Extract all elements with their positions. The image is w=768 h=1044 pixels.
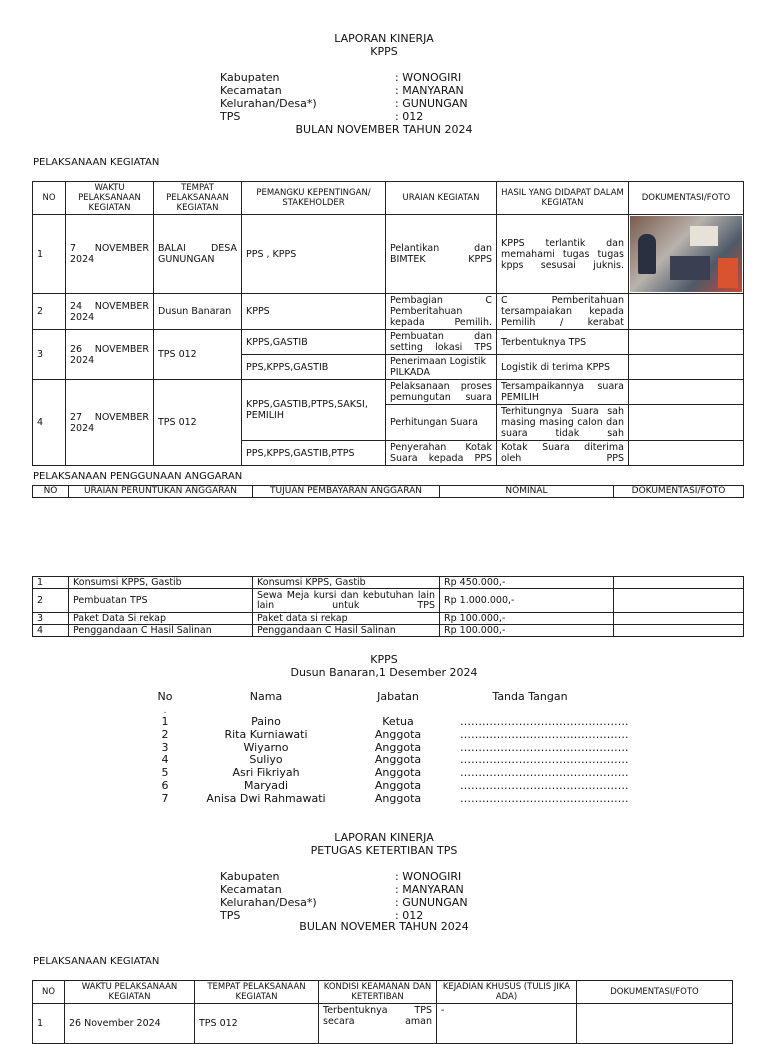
sig-line: ………………………………………. <box>460 766 629 780</box>
cell-tujuan: Paket data si rekap <box>253 613 440 625</box>
info-label: Kabupaten <box>220 870 280 883</box>
cell-hasil: KPPS terlantik dan memahami tugas tugas kpps sesusai juknis. <box>497 215 629 294</box>
table-header-row <box>33 182 744 215</box>
sig-col-nama: Nama <box>249 690 283 703</box>
table-row <box>33 330 744 355</box>
report2-period: BULAN NOVEMER TAHUN 2024 <box>299 920 469 933</box>
cell-tujuan: Sewa Meja kursi dan kebutuhan lain lain untuk TPS <box>253 589 440 613</box>
cell-kejadian: - <box>437 1004 577 1044</box>
col-header: WAKTU PELAKSANAAN KEGIATAN <box>65 981 195 1004</box>
table-row <box>33 380 744 405</box>
cell-hasil: C Pemberitahuan tersampaiakan kepada Pemilih / kerabat <box>497 294 629 330</box>
cell-nominal: Rp 100.000,- <box>440 625 614 637</box>
cell-hasil: Kotak Suara diterima oleh PPS <box>497 441 629 466</box>
sig-jabatan: Anggota <box>374 778 422 792</box>
cell-no: 4 <box>33 380 66 466</box>
report2-subtitle: PETUGAS KETERTIBAN TPS <box>310 844 458 857</box>
sig-line: ………………………………………. <box>460 715 629 728</box>
report-title: LAPORAN KINERJA <box>334 32 434 45</box>
table-header-row <box>33 486 744 498</box>
sig-col-no: No <box>157 690 173 703</box>
col-header: TUJUAN PEMBAYARAN ANGGARAN <box>253 486 440 498</box>
section-title: PELAKSANAAN KEGIATAN <box>33 956 160 967</box>
cell-waktu: 27 NOVEMBER 2024 <box>66 380 154 466</box>
signature-org: KPPS <box>370 653 398 666</box>
cell-foto <box>629 330 744 355</box>
info-label: Kabupaten <box>220 71 280 84</box>
sig-col-jabatan: Jabatan <box>377 690 419 703</box>
cell-no: 3 <box>33 613 69 625</box>
sig-no: 5 <box>161 766 169 780</box>
col-header: DOKUMENTASI/FOTO <box>577 981 733 1004</box>
col-header: TEMPAT PELAKSANAAN KEGIATAN <box>195 981 319 1004</box>
cell-foto <box>629 441 744 466</box>
report-subtitle: KPPS <box>370 45 398 58</box>
col-header: URAIAN KEGIATAN <box>386 182 497 215</box>
info-label: TPS <box>220 909 241 922</box>
sig-line: ………………………………………. <box>460 778 629 792</box>
anggaran-header-table <box>32 485 744 498</box>
cell-uraian: Penggandaan C Hasil Salinan <box>69 625 253 637</box>
sig-no: 7 <box>161 791 169 805</box>
cell-waktu: 24 NOVEMBER 2024 <box>66 294 154 330</box>
sig-line: ………………………………………. <box>460 727 629 741</box>
col-header: NO <box>33 182 66 215</box>
info-value: : MANYARAN <box>395 883 464 896</box>
cell-foto <box>629 215 744 294</box>
sig-no: 3 <box>161 740 169 754</box>
signature-list <box>150 716 629 806</box>
signature-row <box>150 780 629 793</box>
sig-line: ………………………………………. <box>460 753 629 767</box>
cell-nominal: Rp 1.000.000,- <box>440 589 614 613</box>
cell-pemangku: PPS,KPPS,GASTIB <box>242 355 386 380</box>
cell-nominal: Rp 450.000,- <box>440 577 614 589</box>
sig-nama: Paino <box>251 715 281 728</box>
anggaran-table <box>32 576 744 637</box>
report2-title: LAPORAN KINERJA <box>334 831 434 844</box>
col-header: PEMANGKU KEPENTINGAN/ STAKEHOLDER <box>242 182 386 215</box>
cell-pemangku: KPPS,GASTIB,PTPS,SAKSI, PEMILIH <box>242 380 386 441</box>
cell-tempat: TPS 012 <box>154 330 242 380</box>
table-row <box>33 577 744 589</box>
cell-pemangku: KPPS <box>242 294 386 330</box>
section-title: PELAKSANAAN PENGGUNAAN ANGGARAN <box>33 471 243 482</box>
report-info <box>220 71 468 123</box>
gastib-table <box>32 980 733 1044</box>
sig-jabatan: Ketua <box>382 715 414 728</box>
cell-foto <box>629 380 744 405</box>
cell-foto <box>629 405 744 441</box>
table-header-row <box>33 981 733 1004</box>
cell-hasil: Tersampaikannya suara PEMILIH <box>497 380 629 405</box>
table-row <box>33 613 744 625</box>
sig-jabatan: Anggota <box>374 766 422 780</box>
signature-place-date: Dusun Banaran,1 Desember 2024 <box>290 666 478 679</box>
table-row <box>33 294 744 330</box>
sig-dot: . <box>163 706 167 716</box>
sig-jabatan: Anggota <box>374 753 422 767</box>
cell-uraian: Pembagian C Pemberitahuan kepada Pemilih. <box>386 294 497 330</box>
kegiatan-table <box>32 181 744 466</box>
info-value: : 012 <box>395 110 424 123</box>
sig-no: 1 <box>161 715 169 728</box>
cell-uraian: Konsumsi KPPS, Gastib <box>69 577 253 589</box>
sig-no: 2 <box>161 727 169 741</box>
cell-tempat: TPS 012 <box>195 1004 319 1044</box>
sig-line: ………………………………………. <box>460 740 629 754</box>
sig-col-ttd: Tanda Tangan <box>492 690 568 703</box>
cell-foto <box>614 613 744 625</box>
cell-foto <box>614 577 744 589</box>
col-header: WAKTU PELAKSANAAN KEGIATAN <box>66 182 154 215</box>
cell-pemangku: PPS , KPPS <box>242 215 386 294</box>
report-period: BULAN NOVEMBER TAHUN 2024 <box>295 123 473 136</box>
section-title: PELAKSANAAN KEGIATAN <box>33 157 160 168</box>
cell-nominal: Rp 100.000,- <box>440 613 614 625</box>
cell-no: 4 <box>33 625 69 637</box>
sig-no: 6 <box>161 778 169 792</box>
col-header: KEJADIAN KHUSUS (TULIS JIKA ADA) <box>437 981 577 1004</box>
sig-nama: Maryadi <box>243 778 289 792</box>
cell-no: 2 <box>33 589 69 613</box>
cell-foto <box>629 294 744 330</box>
cell-foto <box>614 589 744 613</box>
cell-waktu: 26 November 2024 <box>65 1004 195 1044</box>
cell-no: 2 <box>33 294 66 330</box>
cell-uraian: Paket Data Si rekap <box>69 613 253 625</box>
info-label: Kecamatan <box>220 883 282 896</box>
sig-no: 4 <box>161 753 169 767</box>
cell-tujuan: Penggandaan C Hasil Salinan <box>253 625 440 637</box>
cell-tempat: BALAI DESA GUNUNGAN <box>154 215 242 294</box>
info-label: Kelurahan/Desa*) <box>220 896 317 909</box>
cell-tujuan: Konsumsi KPPS, Gastib <box>253 577 440 589</box>
col-header: NO <box>33 486 69 498</box>
col-header: NO <box>33 981 65 1004</box>
col-header: TEMPAT PELAKSANAAN KEGIATAN <box>154 182 242 215</box>
table-row <box>33 589 744 613</box>
cell-waktu: 26 NOVEMBER 2024 <box>66 330 154 380</box>
cell-pemangku: PPS,KPPS,GASTIB,PTPS <box>242 441 386 466</box>
signature-row <box>150 729 629 742</box>
cell-hasil: Terhitungnya Suara sah masing masing calon dan suara tidak sah <box>497 405 629 441</box>
cell-uraian: Penyerahan Kotak Suara kepada PPS <box>386 441 497 466</box>
cell-no: 1 <box>33 577 69 589</box>
cell-tempat: TPS 012 <box>154 380 242 466</box>
sig-nama: Rita Kurniawati <box>224 727 308 741</box>
col-header: DOKUMENTASI/FOTO <box>629 182 744 215</box>
cell-uraian: Pelaksanaan proses pemungutan suara <box>386 380 497 405</box>
cell-tempat: Dusun Banaran <box>154 294 242 330</box>
sig-nama: Wiyarno <box>243 740 289 754</box>
cell-pemangku: KPPS,GASTIB <box>242 330 386 355</box>
cell-foto <box>614 625 744 637</box>
cell-no: 1 <box>33 215 66 294</box>
documentation-photo <box>630 216 742 292</box>
cell-no: 1 <box>33 1004 65 1044</box>
cell-uraian: Pembuatan dan setting lokasi TPS <box>386 330 497 355</box>
info-label: Kecamatan <box>220 84 282 97</box>
sig-nama: Suliyo <box>249 753 283 767</box>
cell-uraian: Pelantikan dan BIMTEK KPPS <box>386 215 497 294</box>
cell-no: 3 <box>33 330 66 380</box>
col-header: KONDISI KEAMANAN DAN KETERTIBAN <box>319 981 437 1004</box>
cell-uraian: Penerimaan Logistik PILKADA <box>386 355 497 380</box>
cell-uraian: Pembuatan TPS <box>69 589 253 613</box>
cell-waktu: 7 NOVEMBER 2024 <box>66 215 154 294</box>
col-header: NOMINAL <box>440 486 614 498</box>
sig-jabatan: Anggota <box>374 727 422 741</box>
info-value: : MANYARAN <box>395 84 464 97</box>
info-value: : GUNUNGAN <box>395 97 468 110</box>
col-header: URAIAN PERUNTUKAN ANGGARAN <box>69 486 253 498</box>
info-value: : GUNUNGAN <box>395 896 468 909</box>
report2-info <box>220 870 468 922</box>
cell-hasil: Terbentuknya TPS <box>497 330 629 355</box>
sig-jabatan: Anggota <box>374 740 422 754</box>
sig-jabatan: Anggota <box>374 791 422 805</box>
table-row <box>33 215 744 294</box>
sig-line: ………………………………………. <box>460 791 629 805</box>
signature-row <box>150 793 629 806</box>
info-value: : WONOGIRI <box>395 71 462 84</box>
table-row <box>33 625 744 637</box>
info-value: : 012 <box>395 909 424 922</box>
sig-nama: Asri Fikriyah <box>232 766 300 780</box>
sig-nama: Anisa Dwi Rahmawati <box>206 791 326 805</box>
col-header: HASIL YANG DIDAPAT DALAM KEGIATAN <box>497 182 629 215</box>
col-header: DOKUMENTASI/FOTO <box>614 486 744 498</box>
cell-uraian: Perhitungan Suara <box>386 405 497 441</box>
signature-row <box>150 716 629 729</box>
cell-kondisi: Terbentuknya TPS secara aman <box>319 1004 437 1044</box>
info-label: TPS <box>220 110 241 123</box>
cell-foto <box>629 355 744 380</box>
info-value: : WONOGIRI <box>395 870 462 883</box>
info-label: Kelurahan/Desa*) <box>220 97 317 110</box>
cell-hasil: Logistik di terima KPPS <box>497 355 629 380</box>
